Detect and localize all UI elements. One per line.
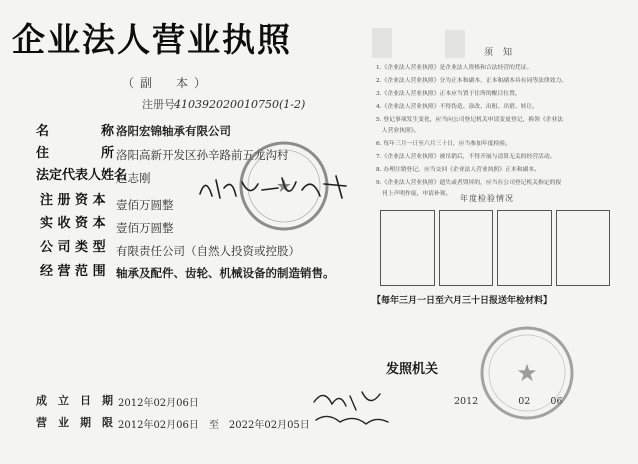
notice-line: 9.《企业法人营业执照》遗失或者毁坏的，应当在公司登记机关指定的报 bbox=[376, 180, 562, 186]
inspection-box bbox=[497, 210, 552, 286]
inspection-box bbox=[380, 210, 435, 286]
handwritten-signature bbox=[310, 384, 392, 430]
annual-inspection-title: 年度检验情况 bbox=[460, 194, 514, 203]
issue-day: 06 bbox=[550, 396, 563, 407]
legal-rep-label: 法定代表人姓名 bbox=[36, 168, 128, 183]
notice-line: 1.《企业法人营业执照》是企业法人资格和合法经营的凭证。 bbox=[376, 65, 533, 71]
established-date-label: 成 立 日 期 bbox=[36, 394, 113, 407]
notice-title: 须知 bbox=[484, 48, 523, 58]
registered-capital-value: 壹佰万圆整 bbox=[116, 198, 174, 212]
reg-no-value: 410392020010750(1-2) bbox=[174, 98, 306, 111]
watermark-mark bbox=[445, 30, 465, 58]
inspection-box bbox=[439, 210, 494, 286]
watermark-mark bbox=[372, 28, 392, 58]
notice-line: 5. 登记事项发生变化，应当向公司登记机关申请变更登记，换领《企业法 bbox=[376, 117, 564, 123]
business-term-value: 2012年02月06日 至 2022年02月05日 bbox=[118, 420, 310, 431]
notice-line: 人营业执照》。 bbox=[376, 128, 420, 134]
inspection-box bbox=[556, 210, 611, 286]
document-subtitle: （副 本） bbox=[122, 76, 213, 90]
svg-text:★: ★ bbox=[516, 359, 538, 387]
legal-rep-value: 赵志刚 bbox=[116, 171, 151, 185]
notice-line: 3.《企业法人营业执照》正本应当置于住所的醒目位置。 bbox=[376, 91, 521, 97]
business-scope-value: 轴承及配件、齿轮、机械设备的制造销售。 bbox=[116, 266, 335, 280]
business-term-label: 营 业 期 限 bbox=[36, 416, 113, 429]
annual-inspection-grid bbox=[380, 210, 610, 286]
issue-year: 2012 bbox=[454, 396, 479, 407]
handwritten-certification-note bbox=[196, 168, 356, 208]
issuing-authority-label: 发照机关 bbox=[386, 362, 439, 377]
company-type-label: 公 司 类 型 bbox=[40, 240, 106, 255]
notice-line: 6. 每年三月一日至六月三十日，应当参加年度检验。 bbox=[376, 141, 511, 147]
business-scope-label: 经 营 范 围 bbox=[40, 264, 106, 279]
notice-line: 7.《企业法人营业执照》被吊销后，不得开展与清算无关的经营活动。 bbox=[376, 154, 556, 160]
company-type-value: 有限责任公司（自然人投资或控股） bbox=[116, 244, 300, 258]
annual-inspection-note: 【每年三月一日至六月三十日报送年检材料】 bbox=[372, 296, 553, 306]
name-label: 名 称 bbox=[36, 124, 115, 139]
notice-line: 2.《企业法人营业执照》分为正本和副本，正本和副本具有同等法律效力。 bbox=[376, 78, 568, 84]
reg-no-label: 注册号 bbox=[142, 98, 175, 111]
issue-month: 02 bbox=[518, 396, 531, 407]
government-seal-stamp bbox=[478, 324, 576, 422]
svg-text:★: ★ bbox=[275, 176, 293, 197]
paid-capital-value: 壹佰万圆整 bbox=[116, 221, 174, 235]
registered-capital-label: 注 册 资 本 bbox=[40, 193, 106, 208]
paid-capital-label: 实 收 资 本 bbox=[40, 216, 106, 231]
address-label: 住 所 bbox=[36, 146, 115, 161]
notice-list bbox=[376, 62, 614, 197]
notice-line: 8. 办理注销登记，应当交回《企业法人营业执照》正本和副本。 bbox=[376, 167, 540, 173]
notice-line: 刊上声明作废，申请补领。 bbox=[376, 191, 452, 197]
document-title: 企业法人营业执照 bbox=[12, 20, 292, 59]
name-value: 洛阳宏锦轴承有限公司 bbox=[116, 124, 231, 138]
notice-line: 4.《企业法人营业执照》不得伪造、涂改、出租、出借、转让。 bbox=[376, 104, 539, 110]
address-value: 洛阳高新开发区孙辛路前五龙沟村 bbox=[116, 148, 289, 162]
established-date-value: 2012年02月06日 bbox=[118, 398, 199, 409]
